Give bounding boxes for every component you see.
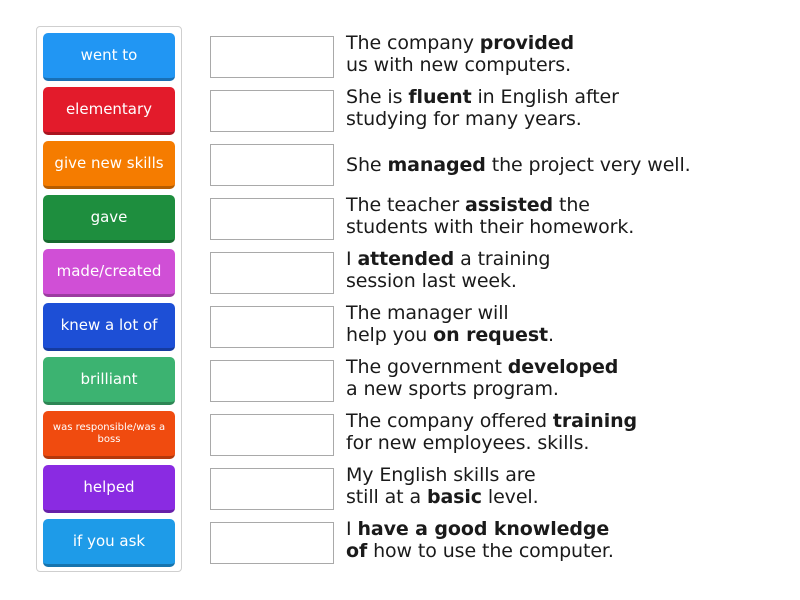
sentence-row — [346, 518, 766, 562]
sentence-text: the project very well. — [485, 154, 691, 176]
sentence-text: in English after — [471, 86, 619, 108]
sentence-text: for new employees. skills. — [346, 432, 590, 454]
sentence-text: I — [346, 248, 358, 270]
sentence-row — [346, 32, 766, 76]
drop-slot[interactable] — [210, 414, 334, 456]
sentence-text: The manager will — [346, 302, 509, 324]
answer-tile[interactable]: helped — [43, 465, 175, 513]
sentence-keyword: of — [346, 540, 368, 562]
sentence-text: students with their homework. — [346, 216, 635, 238]
sentence-row — [346, 302, 766, 346]
drop-slot[interactable] — [210, 198, 334, 240]
sentence-text: us with new computers. — [346, 54, 572, 76]
sentence-text: still at a — [346, 486, 427, 508]
sentence-keyword: assisted — [465, 194, 554, 216]
sentence-text: help you — [346, 324, 434, 346]
sentence-row — [346, 410, 766, 454]
sentence-row — [346, 248, 766, 292]
sentence-keyword: fluent — [408, 86, 472, 108]
sentence-text: The company — [346, 32, 480, 54]
drop-slot[interactable] — [210, 90, 334, 132]
sentence-text: She — [346, 154, 388, 176]
sentence-text: The government — [346, 356, 508, 378]
answer-tile[interactable]: give new skills — [43, 141, 175, 189]
answer-tile[interactable]: gave — [43, 195, 175, 243]
drop-slot[interactable] — [210, 468, 334, 510]
sentence-keyword: provided — [479, 32, 575, 54]
sentence-text: a training — [454, 248, 551, 270]
sentence-text: My English skills are — [346, 464, 536, 486]
sentence-keyword: have a good knowledge — [357, 518, 610, 540]
sentence-text: The company offered — [346, 410, 553, 432]
sentence-text: The teacher — [346, 194, 465, 216]
answer-tile[interactable]: was responsible/was a boss — [43, 411, 175, 459]
drop-slot[interactable] — [210, 252, 334, 294]
answer-tile[interactable]: elementary — [43, 87, 175, 135]
sentence-text: level. — [481, 486, 539, 508]
answer-tile[interactable]: knew a lot of — [43, 303, 175, 351]
sentence-text: how to use the computer. — [367, 540, 614, 562]
answer-tile[interactable]: went to — [43, 33, 175, 81]
sentence-keyword: basic — [426, 486, 482, 508]
sentence-row — [346, 464, 766, 508]
sentence-text: I — [346, 518, 358, 540]
sentence-keyword: attended — [357, 248, 455, 270]
drop-slot[interactable] — [210, 36, 334, 78]
drop-slot[interactable] — [210, 306, 334, 348]
sentence-keyword: developed — [507, 356, 619, 378]
drop-slot[interactable] — [210, 360, 334, 402]
sentence-row — [346, 86, 766, 130]
drop-slot[interactable] — [210, 144, 334, 186]
sentence-keyword: on request — [433, 324, 549, 346]
sentence-keyword: training — [552, 410, 638, 432]
sentence-text: session last week. — [346, 270, 517, 292]
sentence-row — [346, 194, 766, 238]
sentence-text: the — [553, 194, 590, 216]
drop-slot[interactable] — [210, 522, 334, 564]
sentence-text: studying for many years. — [346, 108, 582, 130]
answer-tile[interactable]: made/created — [43, 249, 175, 297]
sentence-text: She is — [346, 86, 409, 108]
sentence-keyword: managed — [387, 154, 486, 176]
answer-tile[interactable]: if you ask — [43, 519, 175, 567]
sentence-row — [346, 356, 766, 400]
sentence-text: a new sports program. — [346, 378, 559, 400]
answer-tiles-panel — [36, 26, 182, 572]
sentence-row — [346, 154, 766, 176]
answer-tile[interactable]: brilliant — [43, 357, 175, 405]
sentence-text: . — [548, 324, 554, 346]
